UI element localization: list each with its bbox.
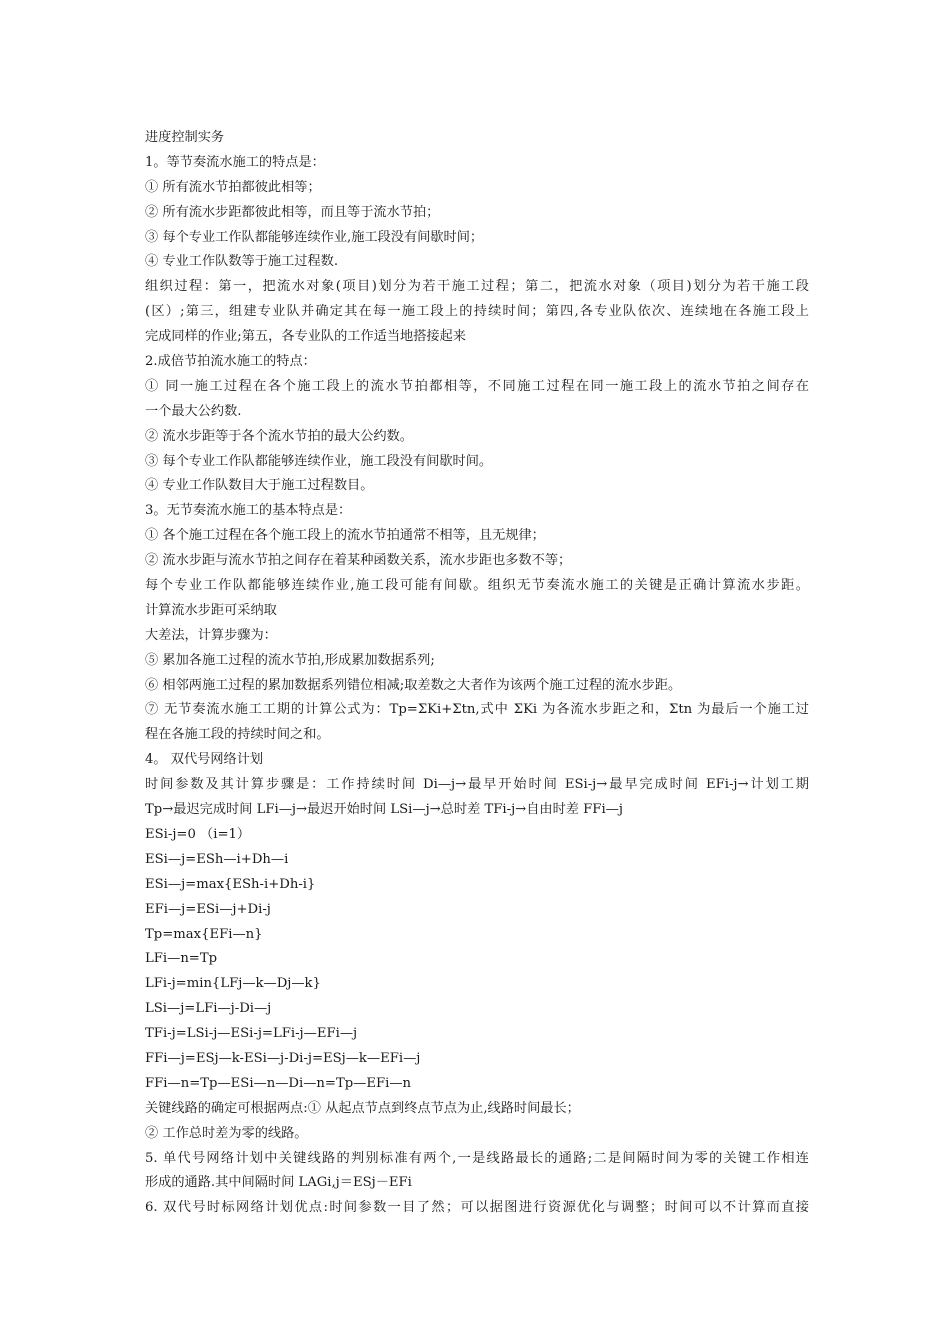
text-line: 关键线路的确定可根据两点:① 从起点节点到终点节点为止,线路时间最长； <box>145 1100 580 1116</box>
text-line: LFi-j=min{LFj—k—Dj—k} <box>145 976 321 992</box>
text-line: 每个专业工作队都能够连续作业,施工段可能有间歇。组织无节奏流水施工的关键是正确计算流水步距。 <box>145 578 809 594</box>
text-line: ① 所有流水节拍都彼此相等； <box>145 179 321 195</box>
text-line: 2.成倍节拍流水施工的特点： <box>145 354 316 370</box>
text-line: ③ 每个专业工作队都能够连续作业,施工段没有间歇时间； <box>145 229 484 245</box>
text-line: ② 工作总时差为零的线路。 <box>145 1125 308 1141</box>
text-line: ③ 每个专业工作队都能够连续作业，施工段没有间歇时间。 <box>145 453 493 469</box>
text-line: ① 各个施工过程在各个施工段上的流水节拍通常不相等，且无规律； <box>145 528 545 544</box>
text-line: Tp→最迟完成时间 LFi—j→最迟开始时间 LSi—j→总时差 TFi-j→自由时差 FFi—j <box>145 802 623 818</box>
text-line: ② 所有流水步距都彼此相等，而且等于流水节拍； <box>145 204 440 220</box>
text-line: 6. 双代号时标网络计划优点:时间参数一目了然；可以据图进行资源优化与调整；时间可以不计算而直接 <box>145 1200 809 1216</box>
text-line: 形成的通路.其中间隔时间 LAGi,j＝ESj－EFi <box>145 1175 412 1191</box>
text-line: ② 流水步距等于各个流水节拍的最大公约数。 <box>145 428 413 444</box>
text-line: LSi—j=LFi—j-Di—j <box>145 1001 272 1017</box>
text-line: LFi—n=Tp <box>145 951 218 967</box>
text-line: ⑤ 累加各施工过程的流水节拍,形成累加数据系列; <box>145 652 435 668</box>
text-line: ④ 专业工作队数等于施工过程数. <box>145 254 339 270</box>
text-line: ④ 专业工作队数目大于施工过程数目。 <box>145 478 374 494</box>
text-line: 4。 双代号网络计划 <box>145 752 264 768</box>
text-line: ESi-j=0 （i=1） <box>145 826 251 842</box>
document-title: 进度控制实务 <box>145 130 225 145</box>
text-line: 程在各施工段的持续时间之和。 <box>145 727 330 743</box>
text-line: TFi-j=LSi-j—ESi-j=LFi-j—EFi—j <box>145 1026 358 1042</box>
text-line: 组织过程：第一，把流水对象(项目)划分为若干施工过程；第二，把流水对象（项目)划分为若干施工段 <box>145 279 809 295</box>
text-line: ② 流水步距与流水节拍之间存在着某种函数关系，流水步距也多数不等； <box>145 553 572 569</box>
text-line: ESi—j=ESh—i+Dh—i <box>145 851 289 867</box>
text-line: 大差法，计算步骤为： <box>145 627 277 643</box>
text-line: 一个最大公约数. <box>145 403 242 419</box>
text-line: (区）;第三，组建专业队并确定其在每一施工段上的持续时间；第四,各专业队依次、连续地在各施工段上 <box>145 304 809 320</box>
text-line: ① 同一施工过程在各个施工段上的流水节拍都相等，不同施工过程在同一施工段上的流水节拍之间存在 <box>145 378 809 394</box>
text-line: ⑥ 相邻两施工过程的累加数据系列错位相减;取差数之大者作为该两个施工过程的流水步距。 <box>145 677 682 693</box>
text-line: 时间参数及其计算步骤是：工作持续时间 Di—j→最早开始时间 ESi-j→最早完成时间 EFi-j→计划工期 <box>145 777 809 793</box>
text-line: 完成同样的作业;第五，各专业队的工作适当地搭接起来 <box>145 329 466 345</box>
text-line: ⑦ 无节奏流水施工工期的计算公式为：Tp=ΣKi+Σtn,式中 ΣKi 为各流水步距之和，Σtn 为最后一个施工过 <box>145 702 809 718</box>
text-line: 5. 单代号网络计划中关键线路的判别标准有两个,一是线路最长的通路;二是间隔时间为零的关键工作相连 <box>145 1150 809 1166</box>
text-line: ESi—j=max{ESh-i+Dh-i} <box>145 876 316 892</box>
text-line: FFi—j=ESj—k-ESi—j-Di-j=ESj—k—EFi—j <box>145 1050 421 1066</box>
document-body <box>145 126 809 1221</box>
text-line: 计算流水步距可采纳取 <box>145 602 277 618</box>
text-line: 1。等节奏流水施工的特点是： <box>145 154 325 170</box>
text-line: 3。无节奏流水施工的基本特点是： <box>145 503 352 519</box>
text-line: FFi—n=Tp—ESi—n—Di—n=Tp—EFi—n <box>145 1075 412 1091</box>
text-line: Tp=max{EFi—n} <box>145 926 263 942</box>
text-line: EFi—j=ESi—j+Di-j <box>145 901 271 917</box>
